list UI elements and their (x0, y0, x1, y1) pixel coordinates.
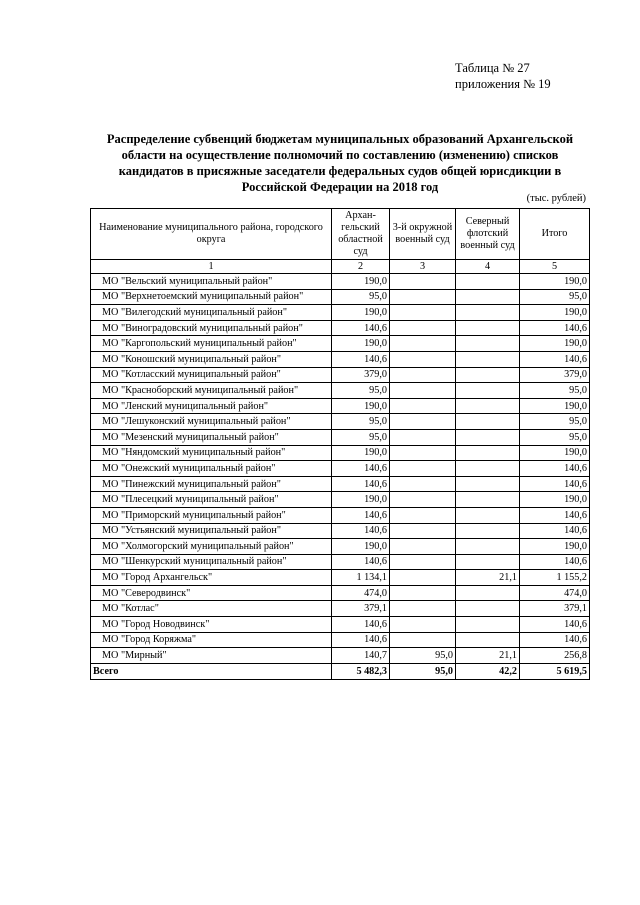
cell-total: 190,0 (520, 305, 590, 321)
cell-regional-court: 190,0 (332, 336, 390, 352)
cell-regional-court: 140,6 (332, 476, 390, 492)
cell-northern-fleet-court (456, 601, 520, 617)
cell-northern-fleet-court (456, 585, 520, 601)
cell-northern-fleet-court (456, 476, 520, 492)
cell-municipality: МО "Плесецкий муниципальный район" (91, 492, 332, 508)
cell-total: 95,0 (520, 383, 590, 399)
cell-total: 1 155,2 (520, 570, 590, 586)
cell-regional-court: 140,6 (332, 554, 390, 570)
table-row (91, 320, 590, 336)
column-number: 2 (332, 260, 390, 274)
cell-3rd-military-court (390, 554, 456, 570)
cell-3rd-military-court (390, 383, 456, 399)
table-reference (455, 60, 551, 92)
cell-3rd-military-court (390, 523, 456, 539)
table-row (91, 305, 590, 321)
cell-total: 140,6 (520, 523, 590, 539)
cell-regional-court: 140,6 (332, 320, 390, 336)
cell-municipality: МО "Вельский муниципальный район" (91, 274, 332, 290)
cell-total: 190,0 (520, 445, 590, 461)
col-header-3rd-military-court: 3-й окружной военный суд (390, 209, 456, 260)
cell-northern-fleet-court: 42,2 (456, 663, 520, 679)
cell-municipality: МО "Верхнетоемский муниципальный район" (91, 289, 332, 305)
cell-total: 190,0 (520, 492, 590, 508)
column-number: 1 (91, 260, 332, 274)
table-number: Таблица № 27 (455, 61, 530, 75)
cell-municipality: МО "Устьянский муниципальный район" (91, 523, 332, 539)
cell-regional-court: 190,0 (332, 305, 390, 321)
cell-municipality: МО "Виноградовский муниципальный район" (91, 320, 332, 336)
table-row (91, 367, 590, 383)
cell-3rd-military-court (390, 585, 456, 601)
cell-northern-fleet-court (456, 274, 520, 290)
table-row (91, 539, 590, 555)
cell-total: 190,0 (520, 336, 590, 352)
cell-regional-court: 95,0 (332, 414, 390, 430)
cell-northern-fleet-court (456, 320, 520, 336)
cell-municipality: МО "Котлас" (91, 601, 332, 617)
appendix-number: приложения № 19 (455, 77, 551, 91)
cell-3rd-military-court (390, 289, 456, 305)
table-row (91, 632, 590, 648)
cell-northern-fleet-court (456, 539, 520, 555)
cell-regional-court: 190,0 (332, 274, 390, 290)
cell-regional-court: 140,6 (332, 632, 390, 648)
cell-total: 256,8 (520, 648, 590, 664)
cell-total: 5 619,5 (520, 663, 590, 679)
cell-3rd-military-court (390, 320, 456, 336)
table-row (91, 274, 590, 290)
col-header-total: Итого (520, 209, 590, 260)
cell-3rd-military-court: 95,0 (390, 648, 456, 664)
table-row (91, 445, 590, 461)
cell-total: 95,0 (520, 414, 590, 430)
table-row (91, 570, 590, 586)
cell-3rd-military-court (390, 336, 456, 352)
cell-3rd-military-court (390, 507, 456, 523)
cell-regional-court: 95,0 (332, 429, 390, 445)
cell-3rd-military-court (390, 617, 456, 633)
cell-total: 379,1 (520, 601, 590, 617)
table-row (91, 554, 590, 570)
cell-municipality: МО "Красноборский муниципальный район" (91, 383, 332, 399)
cell-municipality: МО "Город Коряжма" (91, 632, 332, 648)
cell-total: 95,0 (520, 429, 590, 445)
cell-3rd-military-court (390, 539, 456, 555)
cell-regional-court: 140,6 (332, 507, 390, 523)
cell-northern-fleet-court (456, 351, 520, 367)
table-row (91, 398, 590, 414)
table-row (91, 429, 590, 445)
cell-northern-fleet-court (456, 429, 520, 445)
cell-total: 140,6 (520, 554, 590, 570)
cell-total: 140,6 (520, 632, 590, 648)
cell-northern-fleet-court (456, 507, 520, 523)
table-total-row (91, 663, 590, 679)
cell-3rd-military-court (390, 461, 456, 477)
cell-northern-fleet-court (456, 289, 520, 305)
cell-municipality: МО "Шенкурский муниципальный район" (91, 554, 332, 570)
cell-northern-fleet-court (456, 398, 520, 414)
cell-total: 95,0 (520, 289, 590, 305)
table-row (91, 414, 590, 430)
cell-municipality: Всего (91, 663, 332, 679)
cell-municipality: МО "Мезенский муниципальный район" (91, 429, 332, 445)
cell-municipality: МО "Холмогорский муниципальный район" (91, 539, 332, 555)
table-body (91, 260, 590, 680)
cell-total: 379,0 (520, 367, 590, 383)
cell-municipality: МО "Коношский муниципальный район" (91, 351, 332, 367)
table-row (91, 601, 590, 617)
column-number: 3 (390, 260, 456, 274)
cell-northern-fleet-court (456, 414, 520, 430)
cell-municipality: МО "Няндомский муниципальный район" (91, 445, 332, 461)
table-row (91, 336, 590, 352)
cell-regional-court: 190,0 (332, 398, 390, 414)
cell-regional-court: 95,0 (332, 289, 390, 305)
cell-total: 190,0 (520, 274, 590, 290)
cell-regional-court: 140,6 (332, 351, 390, 367)
cell-total: 474,0 (520, 585, 590, 601)
cell-municipality: МО "Онежский муниципальный район" (91, 461, 332, 477)
cell-total: 140,6 (520, 507, 590, 523)
cell-municipality: МО "Город Новодвинск" (91, 617, 332, 633)
cell-regional-court: 140,6 (332, 523, 390, 539)
table-row (91, 351, 590, 367)
table-row (91, 461, 590, 477)
cell-northern-fleet-court (456, 632, 520, 648)
table-row (91, 476, 590, 492)
table-row (91, 585, 590, 601)
cell-northern-fleet-court (456, 554, 520, 570)
cell-total: 190,0 (520, 539, 590, 555)
table-row (91, 523, 590, 539)
cell-3rd-military-court: 95,0 (390, 663, 456, 679)
cell-regional-court: 5 482,3 (332, 663, 390, 679)
cell-northern-fleet-court (456, 617, 520, 633)
cell-3rd-military-court (390, 570, 456, 586)
cell-total: 140,6 (520, 617, 590, 633)
cell-3rd-military-court (390, 305, 456, 321)
cell-northern-fleet-court (456, 305, 520, 321)
column-number: 4 (456, 260, 520, 274)
cell-regional-court: 190,0 (332, 445, 390, 461)
col-header-northern-fleet-court: Северный флотский военный суд (456, 209, 520, 260)
cell-municipality: МО "Вилегодский муниципальный район" (91, 305, 332, 321)
cell-municipality: МО "Каргопольский муниципальный район" (91, 336, 332, 352)
cell-regional-court: 1 134,1 (332, 570, 390, 586)
cell-municipality: МО "Котласский муниципальный район" (91, 367, 332, 383)
cell-regional-court: 95,0 (332, 383, 390, 399)
cell-northern-fleet-court (456, 492, 520, 508)
cell-regional-court: 140,7 (332, 648, 390, 664)
cell-regional-court: 379,0 (332, 367, 390, 383)
cell-3rd-military-court (390, 429, 456, 445)
cell-total: 190,0 (520, 398, 590, 414)
col-header-regional-court: Архан-гельский областной суд (332, 209, 390, 260)
table-row (91, 648, 590, 664)
table-row (91, 383, 590, 399)
cell-3rd-military-court (390, 476, 456, 492)
cell-total: 140,6 (520, 476, 590, 492)
table-row (91, 507, 590, 523)
cell-municipality: МО "Мирный" (91, 648, 332, 664)
column-number-row (91, 260, 590, 274)
cell-regional-court: 379,1 (332, 601, 390, 617)
cell-municipality: МО "Северодвинск" (91, 585, 332, 601)
cell-3rd-military-court (390, 632, 456, 648)
cell-northern-fleet-court (456, 367, 520, 383)
cell-regional-court: 190,0 (332, 492, 390, 508)
cell-3rd-military-court (390, 398, 456, 414)
table-row (91, 617, 590, 633)
cell-northern-fleet-court: 21,1 (456, 570, 520, 586)
table-row (91, 492, 590, 508)
cell-northern-fleet-court (456, 445, 520, 461)
column-number: 5 (520, 260, 590, 274)
cell-total: 140,6 (520, 351, 590, 367)
cell-municipality: МО "Пинежский муниципальный район" (91, 476, 332, 492)
cell-municipality: МО "Приморский муниципальный район" (91, 507, 332, 523)
cell-3rd-military-court (390, 274, 456, 290)
cell-3rd-military-court (390, 492, 456, 508)
cell-total: 140,6 (520, 320, 590, 336)
cell-regional-court: 474,0 (332, 585, 390, 601)
cell-3rd-military-court (390, 414, 456, 430)
table-header-row (91, 209, 590, 260)
cell-regional-court: 190,0 (332, 539, 390, 555)
cell-municipality: МО "Город Архангельск" (91, 570, 332, 586)
cell-3rd-military-court (390, 601, 456, 617)
cell-3rd-military-court (390, 367, 456, 383)
subsidy-table (90, 208, 590, 680)
cell-3rd-military-court (390, 445, 456, 461)
cell-northern-fleet-court (456, 523, 520, 539)
col-header-name: Наименование муниципального района, городского округа (91, 209, 332, 260)
cell-regional-court: 140,6 (332, 617, 390, 633)
units-label: (тыс. рублей) (526, 193, 586, 204)
cell-municipality: МО "Лешуконский муниципальный район" (91, 414, 332, 430)
table-row (91, 289, 590, 305)
cell-northern-fleet-court (456, 383, 520, 399)
cell-regional-court: 140,6 (332, 461, 390, 477)
cell-northern-fleet-court (456, 461, 520, 477)
cell-municipality: МО "Ленский муниципальный район" (91, 398, 332, 414)
cell-northern-fleet-court (456, 336, 520, 352)
cell-total: 140,6 (520, 461, 590, 477)
cell-northern-fleet-court: 21,1 (456, 648, 520, 664)
document-title: Распределение субвенций бюджетам муниципальных образований Архангельской области на осуществление полномочий по составлению (изменению) списков кандидатов в присяжные заседатели федеральных судов общей юрисдикции в Российской Федерации на 2018 год (106, 132, 574, 194)
cell-3rd-military-court (390, 351, 456, 367)
